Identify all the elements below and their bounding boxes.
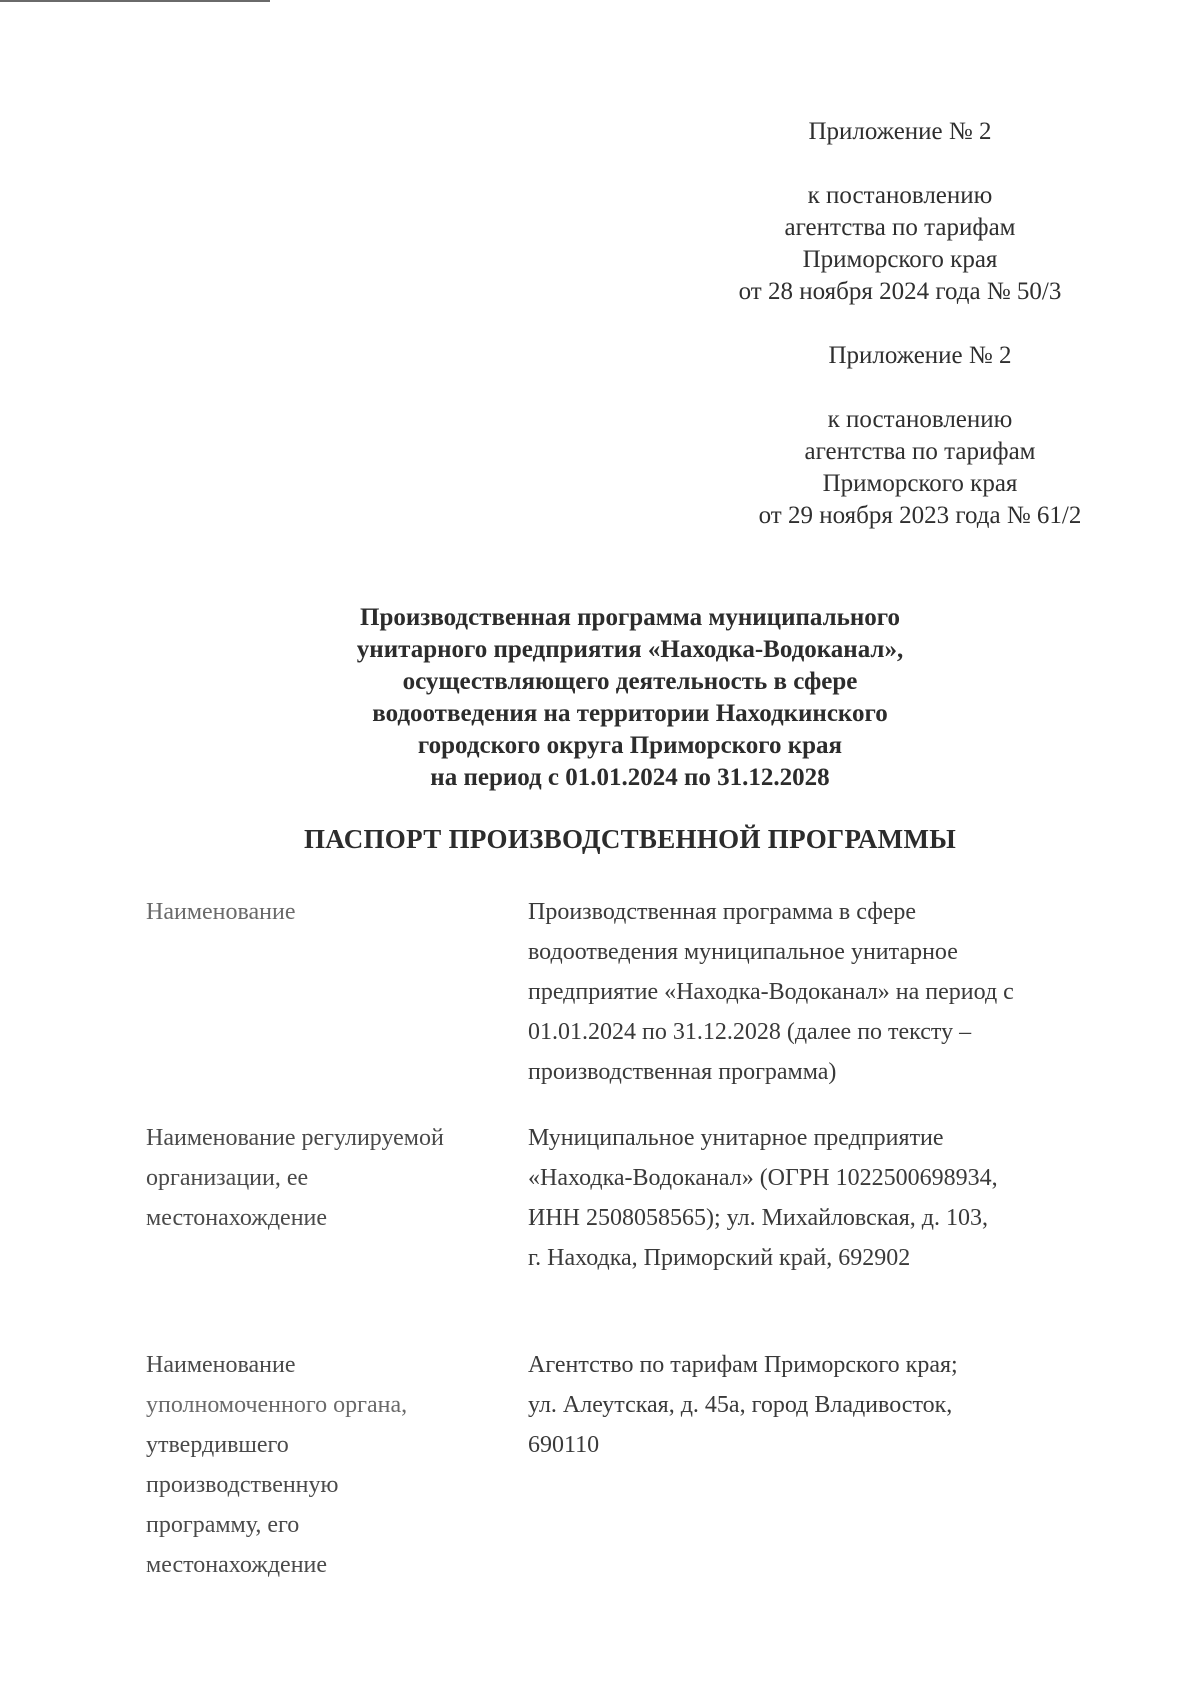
value-line: г. Находка, Приморский край, 692902 <box>528 1245 911 1271</box>
label-line: местонахождение <box>146 1205 328 1231</box>
passport-row-label <box>146 1345 516 1585</box>
approval-block-2023 <box>720 340 1120 532</box>
approval-line: к постановлению <box>827 406 1013 433</box>
title-line: осуществляющего деятельность в сфере <box>402 668 858 695</box>
value-line: ИНН 2508058565); ул. Михайловская, д. 103, <box>528 1205 988 1231</box>
value-line: ул. Алеутская, д. 45а, город Владивосток, <box>528 1392 953 1418</box>
document-title <box>260 602 1000 794</box>
passport-row-label <box>146 1118 516 1238</box>
passport-heading: ПАСПОРТ ПРОИЗВОДСТВЕННОЙ ПРОГРАММЫ <box>303 824 957 854</box>
label-line: Наименование регулируемой <box>146 1125 444 1151</box>
label-line: программу, его <box>146 1512 300 1538</box>
approval-line: Приморского края <box>822 470 1018 497</box>
approval-line: к постановлению <box>807 182 993 209</box>
label-line: Наименование <box>146 899 296 925</box>
value-line: Муниципальное унитарное предприятие <box>528 1125 944 1151</box>
approval-block-2024 <box>700 116 1100 308</box>
value-line: предприятие «Находка-Водоканал» на период с <box>528 979 1014 1005</box>
approval-line: Приморского края <box>802 246 998 273</box>
approval-line: агентства по тарифам <box>784 214 1016 241</box>
scan-edge-mark <box>0 0 270 2</box>
label-line: местонахождение <box>146 1552 328 1578</box>
label-line: организации, ее <box>146 1165 309 1191</box>
label-line: уполномоченного органа, <box>146 1392 408 1418</box>
approval-date-line: от 29 ноября 2023 года № 61/2 <box>758 502 1082 529</box>
approval-heading: Приложение № 2 <box>808 118 992 145</box>
passport-row-value <box>528 1345 1128 1465</box>
approval-line: агентства по тарифам <box>804 438 1036 465</box>
title-line: водоотведения на территории Находкинского <box>372 700 888 727</box>
title-line: на период с 01.01.2024 по 31.12.2028 <box>430 764 830 791</box>
value-line: Агентство по тарифам Приморского края; <box>528 1352 958 1378</box>
value-line: водоотведения муниципальное унитарное <box>528 939 958 965</box>
value-line: 01.01.2024 по 31.12.2028 (далее по тексту – <box>528 1019 972 1045</box>
label-line: производственную <box>146 1472 339 1498</box>
label-line: Наименование <box>146 1352 296 1378</box>
title-line: Производственная программа муниципального <box>360 604 900 631</box>
passport-row-value <box>528 1118 1128 1278</box>
title-line: унитарного предприятия «Находка-Водоканал», <box>356 636 904 663</box>
approval-heading: Приложение № 2 <box>828 342 1012 369</box>
value-line: «Находка-Водоканал» (ОГРН 1022500698934, <box>528 1165 998 1191</box>
value-line: 690110 <box>528 1432 600 1458</box>
value-line: производственная программа) <box>528 1059 837 1085</box>
approval-date-line: от 28 ноября 2024 года № 50/3 <box>738 278 1062 305</box>
passport-row-label <box>146 892 516 932</box>
title-line: городского округа Приморского края <box>417 732 843 759</box>
label-line: утвердившего <box>146 1432 289 1458</box>
value-line: Производственная программа в сфере <box>528 899 917 925</box>
passport-row-value <box>528 892 1128 1092</box>
